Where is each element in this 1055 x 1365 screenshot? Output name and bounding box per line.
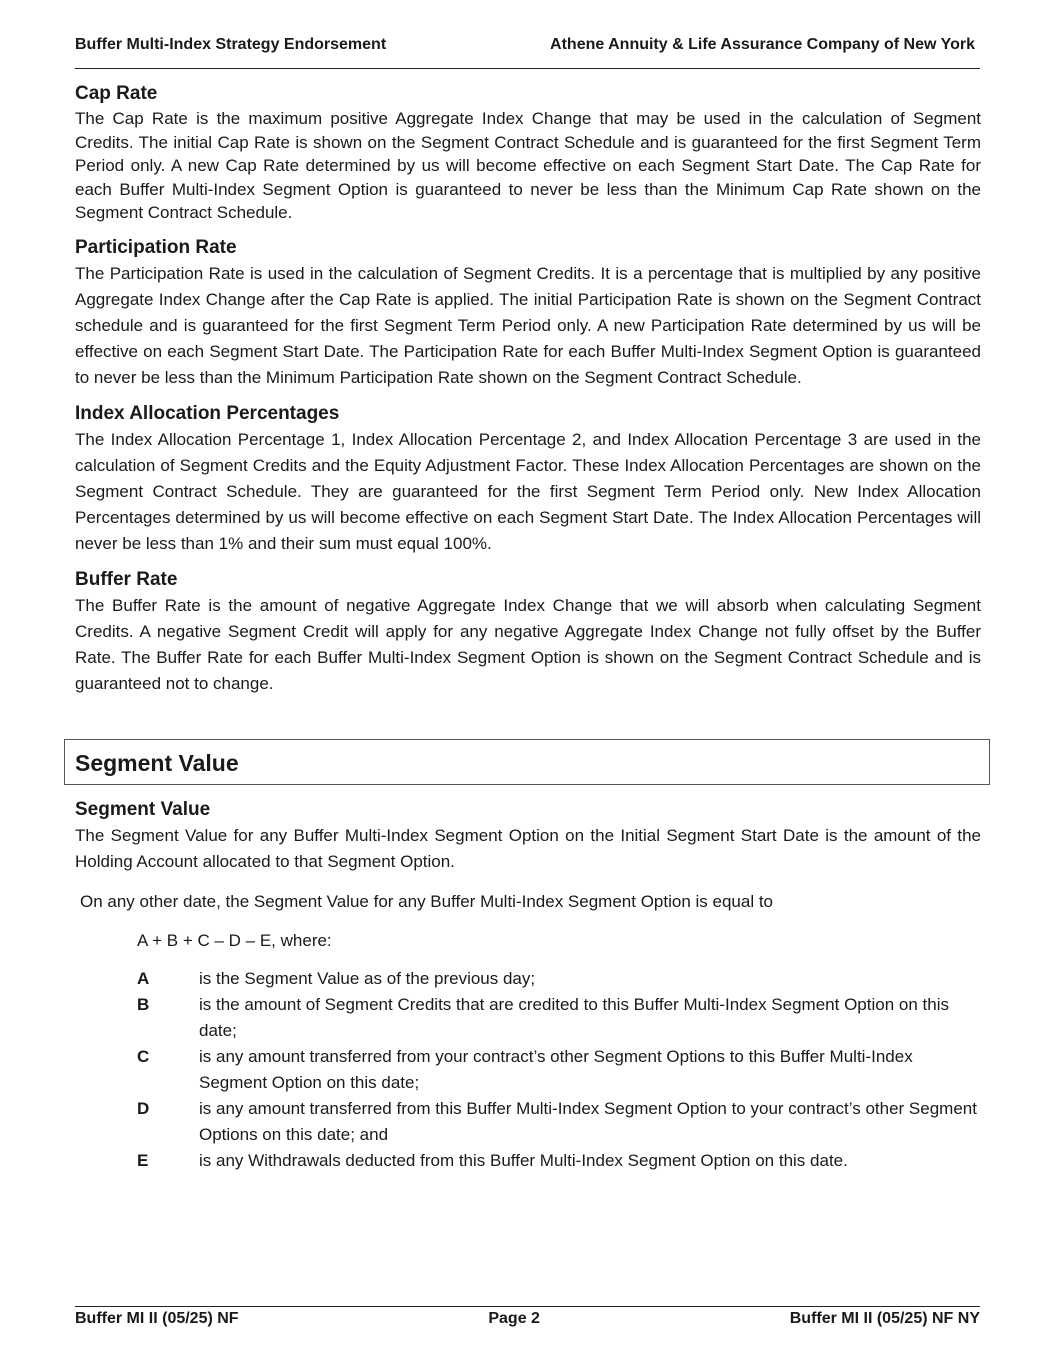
cap-rate-heading: Cap Rate <box>75 83 158 104</box>
participation-rate-paragraph: The Participation Rate is used in the calculation of Segment Credits. It is a percentage that is multiplied by any positive Aggregate Index Change after the Cap Rate is applied. The initial Participation Rate is shown on the Segment Contract schedule and is guaranteed for the first Segment Term Period only. A new Participation Rate determined by us will be effective on each Segment Start Date. The Participation Rate for each Buffer Multi-Index Segment Option is guaranteed to never be less than the Minimum Participation Rate shown on the Segment Contract Schedule. <box>75 263 981 387</box>
buffer-rate-section <box>75 567 981 697</box>
footer-form-number: Buffer MI II (05/25) NF <box>75 1310 239 1327</box>
definition-letter: D <box>137 1098 150 1118</box>
segment-value-paragraph: The Segment Value for any Buffer Multi-Index Segment Option on the Initial Segment Start Date is the amount of the Holding Account allocated to that Segment Option. <box>75 825 981 871</box>
header-company-name: Athene Annuity & Life Assurance Company of New York <box>550 36 975 53</box>
definition-letter: C <box>137 1046 150 1066</box>
segment-value-other-date: On any other date, the Segment Value for any Buffer Multi-Index Segment Option is equal to <box>80 891 773 911</box>
formula-definitions <box>137 966 981 1174</box>
header-left-title: Buffer Multi-Index Strategy Endorsement <box>75 36 387 53</box>
definition-text: is any amount transferred from this Buffer Multi-Index Segment Option to your contract’s other Segment Options on this date; and <box>199 1098 977 1144</box>
definition-text: is the amount of Segment Credits that are credited to this Buffer Multi-Index Segment Option on this date; <box>199 994 949 1040</box>
footer-form-number-ny: Buffer MI II (05/25) NF NY <box>789 1310 980 1327</box>
definition-row <box>137 992 981 1044</box>
index-allocation-paragraph: The Index Allocation Percentage 1, Index Allocation Percentage 2, and Index Allocation Percentage 3 are used in the calculation of Segment Credits and the Equity Adjustment Factor. These Index Allocation Percentages are shown on the Segment Contract Schedule. They are guaranteed for the first Segment Term Period only. New Index Allocation Percentages determined by us will become effective on each Segment Start Date. The Index Allocation Percentages will never be less than 1% and their sum must equal 100%. <box>75 429 981 553</box>
cap-rate-paragraph: The Cap Rate is the maximum positive Aggregate Index Change that may be used in the calculation of Segment Credits. The initial Cap Rate is shown on the Segment Contract Schedule and is guaranteed for the first Segment Term Period only. A new Cap Rate determined by us will become effective on each Segment Start Date. The Cap Rate for each Buffer Multi-Index Segment Option is guaranteed to never be less than the Minimum Cap Rate shown on the Segment Contract Schedule. <box>75 109 981 222</box>
definition-row <box>137 1044 981 1096</box>
index-allocation-heading: Index Allocation Percentages <box>75 402 340 424</box>
definition-text: is any amount transferred from your contract’s other Segment Options to this Buffer Multi-Index Segment Option on this date; <box>199 1046 913 1092</box>
document-body <box>75 81 981 1174</box>
participation-rate-section <box>75 235 981 391</box>
segment-value-section <box>75 797 981 875</box>
buffer-rate-heading: Buffer Rate <box>75 568 178 590</box>
page-footer <box>75 1306 980 1328</box>
definition-text: is the Segment Value as of the previous day; <box>199 968 536 988</box>
definition-row <box>137 1096 981 1148</box>
index-allocation-section <box>75 401 981 557</box>
segment-value-heading: Segment Value <box>75 798 211 820</box>
definition-letter: E <box>137 1150 149 1170</box>
cap-rate-section <box>75 81 981 225</box>
definition-row <box>137 1148 981 1174</box>
definition-letter: A <box>137 968 150 988</box>
page-header <box>75 36 980 69</box>
footer-page-number: Page 2 <box>488 1310 540 1327</box>
definition-letter: B <box>137 994 150 1014</box>
participation-rate-heading: Participation Rate <box>75 236 237 258</box>
segment-value-formula: A + B + C – D – E, where: <box>137 930 332 950</box>
segment-value-section-box: Segment Value <box>64 739 990 785</box>
definition-row <box>137 966 981 992</box>
buffer-rate-paragraph: The Buffer Rate is the amount of negative Aggregate Index Change that we will absorb when calculating Segment Credits. A negative Segment Credit will apply for any negative Aggregate Index Change not fully offset by the Buffer Rate. The Buffer Rate for each Buffer Multi-Index Segment Option is shown on the Segment Contract Schedule and is guaranteed not to change. <box>75 595 981 693</box>
definition-text: is any Withdrawals deducted from this Buffer Multi-Index Segment Option on this date. <box>199 1150 848 1170</box>
